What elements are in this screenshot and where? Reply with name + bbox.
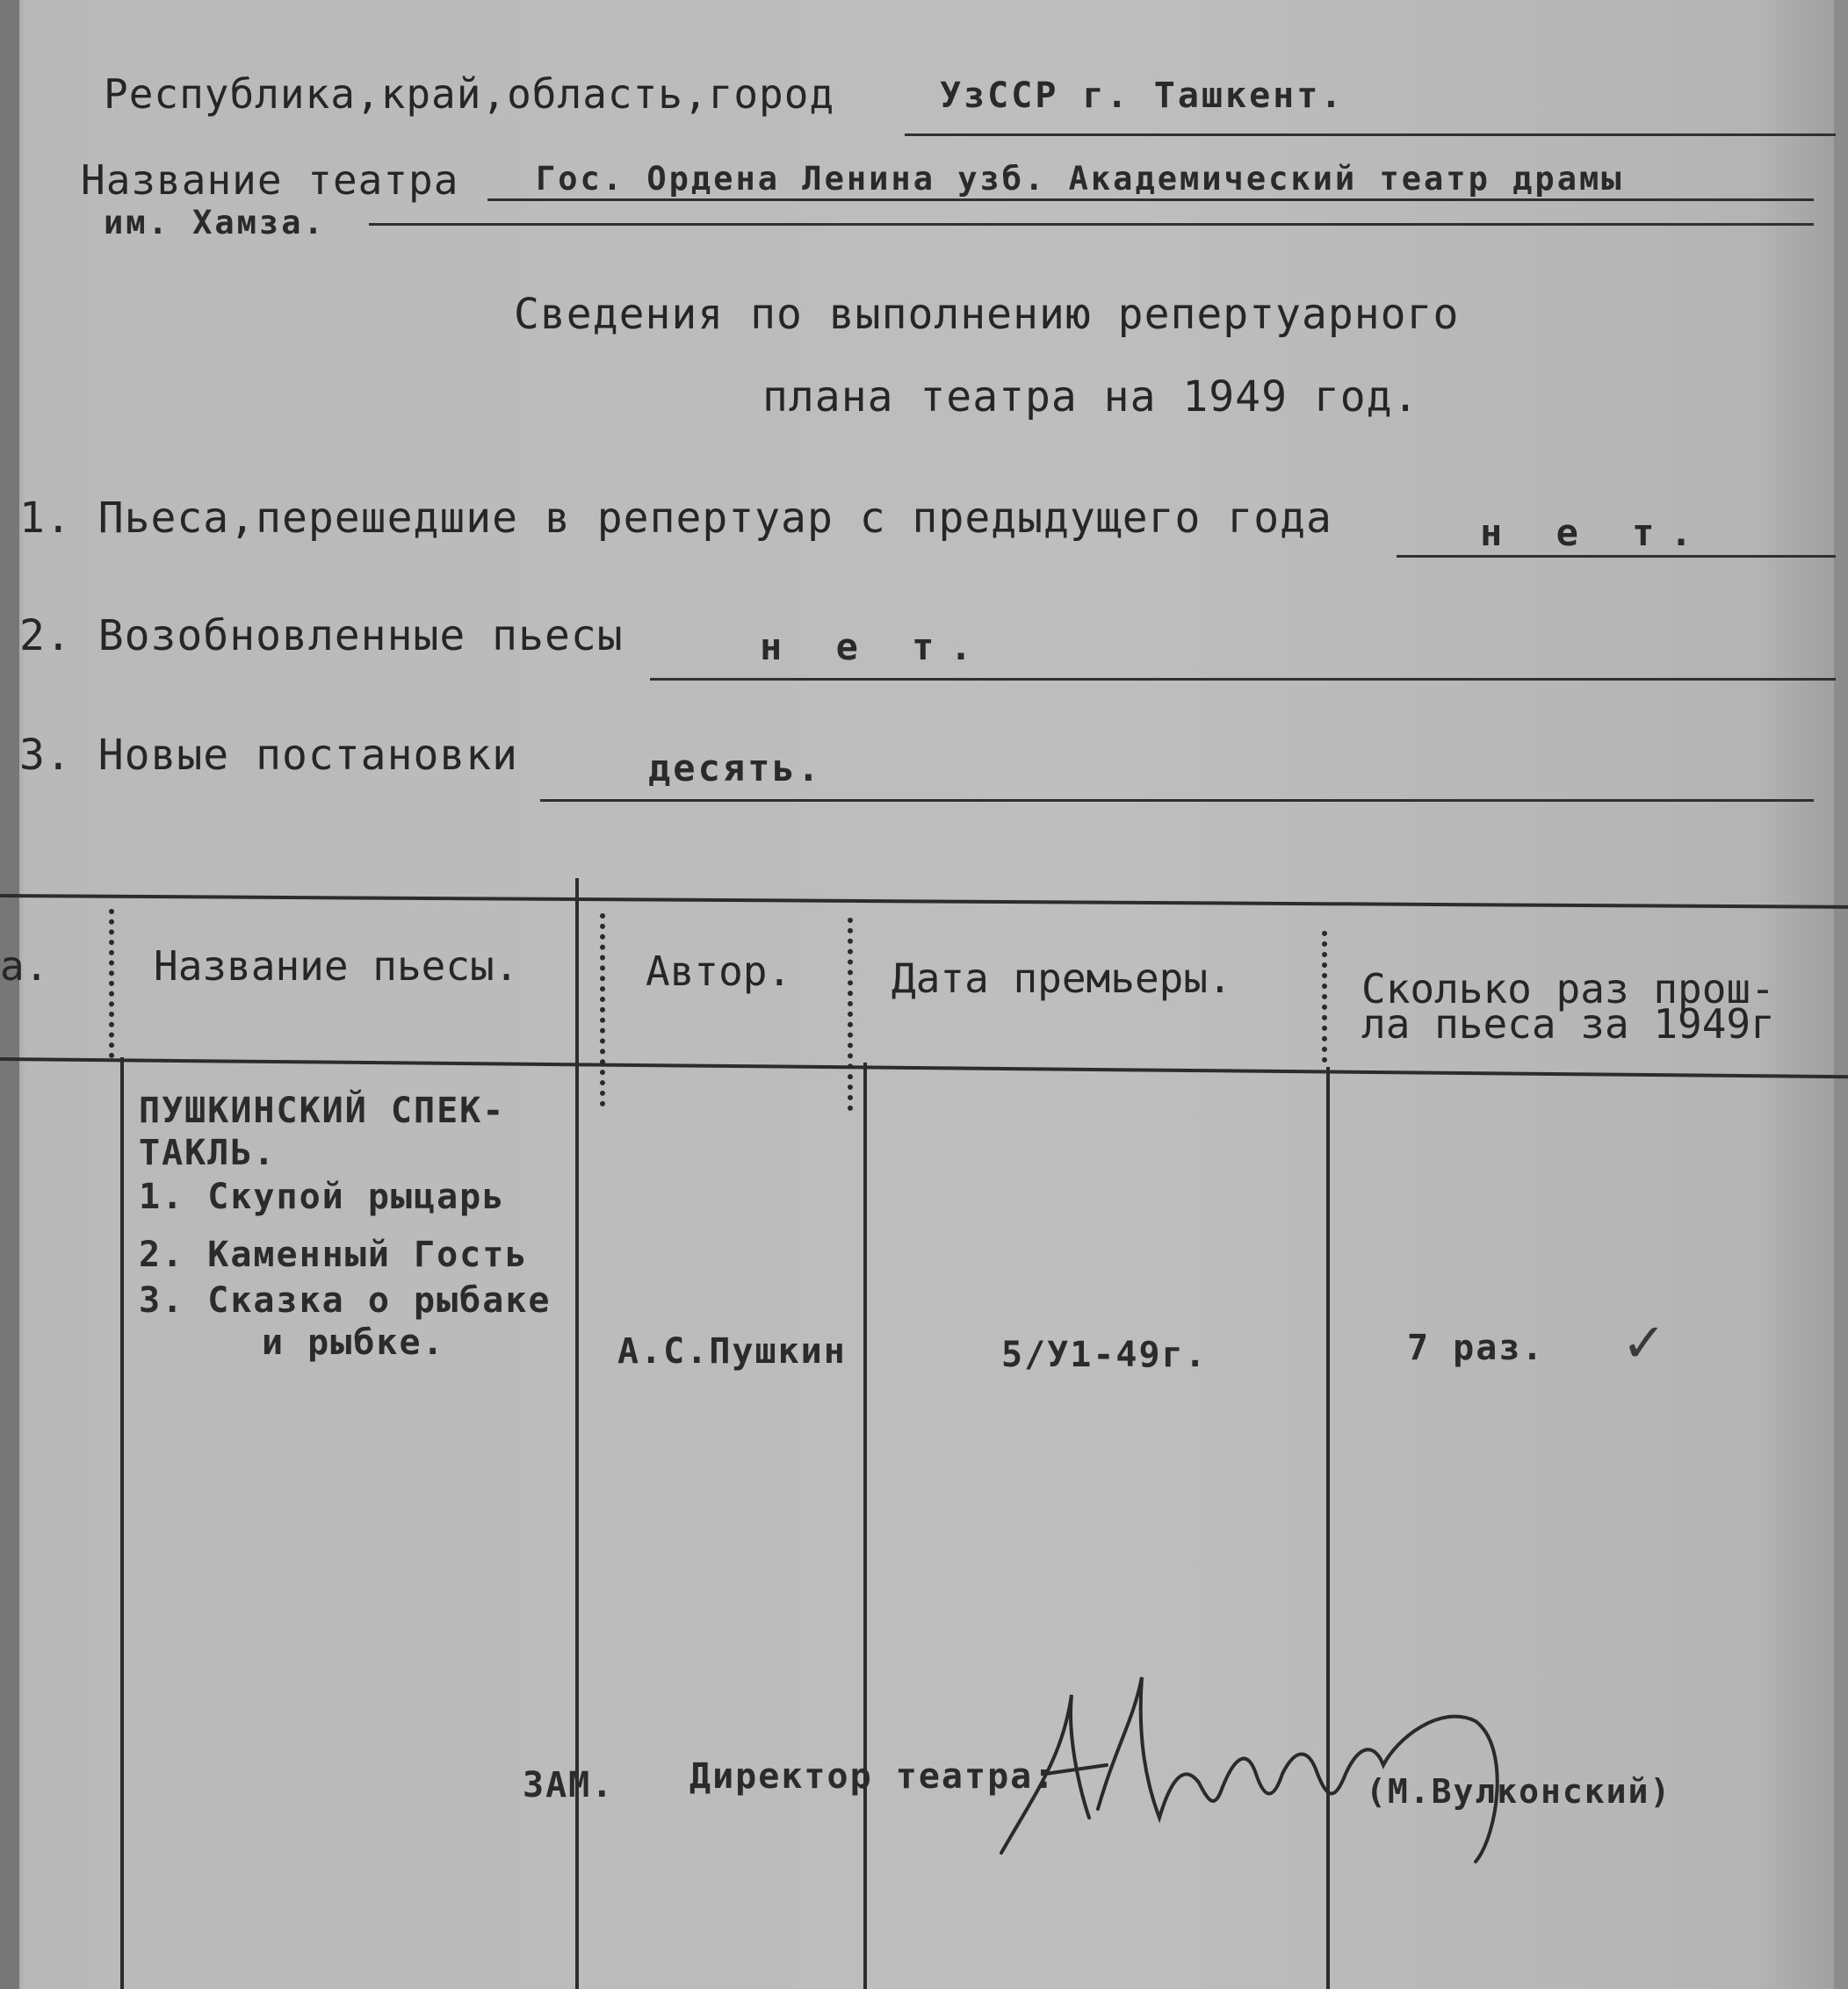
col-header-performance-count-line2: ла пьеса за 1949г: [1361, 1000, 1775, 1048]
col-divider-1: [120, 1057, 124, 1989]
header-dotted-divider-1: [109, 909, 114, 1058]
signatory-position: ЗАМ.: [523, 1765, 615, 1805]
page-left-edge: [0, 0, 19, 1989]
col-divider-3: [863, 1063, 867, 1989]
region-value: УзССР г. Ташкент.: [940, 76, 1345, 116]
region-underline: [905, 133, 1836, 136]
play-title-line2: ТАКЛЬ.: [139, 1133, 277, 1173]
item-2-label: 2. Возобновленные пьесы: [19, 611, 624, 660]
handwritten-signature: [984, 1642, 1528, 1888]
item-1-label: 1. Пьеса,перешедшие в репертуар с предыдущего года: [19, 494, 1332, 543]
col-header-play-title: Название пьесы.: [154, 942, 519, 990]
item-3-label: 3. Новые постановки: [19, 731, 519, 780]
col-header-number: а.: [0, 942, 49, 990]
play-author: А.С.Пушкин: [617, 1331, 847, 1372]
play-title-line5: 3. Сказка о рыбаке: [139, 1280, 552, 1321]
theatre-value-line2: им. Хамза.: [104, 204, 326, 241]
table-header-divider: [0, 1057, 1848, 1078]
header-dotted-divider-2: [600, 913, 605, 1106]
play-title-line3: 1. Скупой рыцарь: [139, 1177, 506, 1217]
header-dotted-divider-4: [1322, 931, 1327, 1063]
col-divider-2: [575, 878, 579, 1989]
document-title-line2: плана театра на 1949 год.: [762, 372, 1419, 422]
theatre-underline-1: [487, 198, 1814, 201]
item-2-value: н е т.: [760, 625, 988, 668]
play-title-line4: 2. Каменный Гость: [139, 1235, 529, 1275]
col-header-author: Автор.: [646, 948, 792, 995]
page-right-edge: [1834, 0, 1848, 1989]
item-1-value: н е т.: [1480, 511, 1708, 554]
item-3-value: деcять.: [648, 746, 823, 789]
signatory-role-label: Директор театра:: [689, 1756, 1057, 1797]
item-3-underline: [540, 799, 1814, 802]
item-2-underline: [650, 678, 1836, 681]
theatre-label: Название театра: [81, 156, 459, 204]
region-label: Республика,край,область,город: [104, 70, 835, 118]
play-premiere-date: 5/У1-49г.: [1001, 1335, 1208, 1375]
document-title-line1: Сведения по выполнению репертуарного: [514, 290, 1460, 339]
checkmark-icon: ✓: [1625, 1305, 1664, 1377]
theatre-value-line1: Гос. Ордена Ленина узб. Академический театр драмы: [536, 160, 1624, 198]
play-title-line1: ПУШКИНСКИЙ СПЕК-: [139, 1091, 506, 1131]
play-title-line6: и рыбке.: [262, 1322, 445, 1363]
signatory-name: (М.Вулконский): [1366, 1772, 1672, 1811]
theatre-underline-2: [369, 223, 1814, 226]
item-1-underline: [1397, 555, 1836, 558]
table-top-border: [0, 894, 1848, 909]
play-performance-count: 7 раз.: [1407, 1328, 1545, 1368]
col-header-performance-count-line1: Сколько раз прош-: [1361, 965, 1775, 1013]
col-header-premiere-date: Дата премьеры.: [892, 955, 1232, 1002]
header-dotted-divider-3: [848, 918, 853, 1111]
